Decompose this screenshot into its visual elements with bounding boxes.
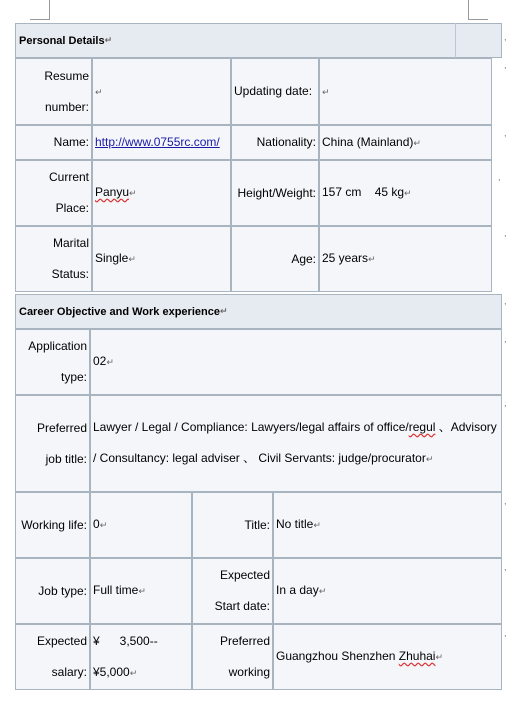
table-row xyxy=(15,226,492,292)
age-label: Age: xyxy=(231,226,319,292)
name-link[interactable]: http://www.0755rc.com/ xyxy=(95,135,220,149)
table-row xyxy=(15,160,492,226)
row-end-mark: , xyxy=(504,628,507,638)
updating-date-value: ↵ xyxy=(319,58,492,125)
row-end-mark: , xyxy=(504,60,507,70)
resume-number-label: Resume number: xyxy=(15,58,92,125)
row-end-mark: , xyxy=(504,296,507,306)
expected-start-date-value: In a day↵ xyxy=(273,558,502,624)
corner-mark-right-h xyxy=(468,19,488,20)
working-life-label: Working life: xyxy=(15,492,90,558)
job-type-label: Job type: xyxy=(15,558,90,624)
personal-details-header xyxy=(15,23,502,58)
preferred-working-label: Preferred working xyxy=(192,624,273,690)
preferred-working-value: Guangzhou Shenzhen Zhuhai↵ xyxy=(273,624,502,690)
row-end-mark: , xyxy=(504,398,507,408)
row-end-mark: , xyxy=(504,32,507,42)
career-table xyxy=(15,329,502,690)
row-end-mark: , xyxy=(504,128,507,138)
nationality-label: Nationality: xyxy=(231,125,319,160)
nationality-value: China (Mainland)↵ xyxy=(319,125,492,160)
corner-mark-right xyxy=(468,0,469,20)
expected-salary-label: Expected salary: xyxy=(15,624,90,690)
expected-salary-value: ¥ 3,500--¥5,000↵ xyxy=(90,624,192,690)
personal-details-title: Personal Details xyxy=(19,34,105,47)
updating-date-label: Updating date: xyxy=(231,58,319,125)
application-type-value: 02↵ xyxy=(90,329,502,395)
paragraph-mark: ↵ xyxy=(219,306,228,316)
table-row xyxy=(15,58,492,125)
career-objective-title: Career Objective and Work experience xyxy=(19,305,220,318)
height-weight-label: Height/Weight: xyxy=(231,160,319,226)
job-type-value: Full time↵ xyxy=(90,558,192,624)
table-row xyxy=(15,624,502,690)
career-objective-header xyxy=(15,294,502,329)
preferred-job-title-value: Lawyer / Legal / Compliance: Lawyers/legal affairs of office/regul 、Advisory / Consultancy: legal adviser 、 Civil Servants: judge/procurator↵ xyxy=(90,395,502,492)
table-row xyxy=(15,492,502,558)
table-row xyxy=(15,329,502,395)
marital-status-label: Marital Status: xyxy=(15,226,92,292)
row-end-mark: , xyxy=(504,496,507,506)
row-end-mark: , xyxy=(504,334,507,344)
resume-number-value: ↵ xyxy=(92,58,231,125)
table-row xyxy=(15,395,502,492)
table-row xyxy=(15,558,502,624)
age-value: 25 years↵ xyxy=(319,226,492,292)
paragraph-mark: ↵ xyxy=(104,35,113,45)
row-end-mark: , xyxy=(504,562,507,572)
title-value: No title↵ xyxy=(273,492,502,558)
corner-mark-left xyxy=(49,0,50,20)
name-label: Name: xyxy=(15,125,92,160)
height-weight-value: 157 cm 45 kg↵ xyxy=(319,160,492,226)
current-place-value: Panyu↵ xyxy=(92,160,231,226)
personal-details-table xyxy=(15,58,492,292)
application-type-label: Application type: xyxy=(15,329,90,395)
header-divider xyxy=(455,23,456,58)
name-value xyxy=(92,125,231,160)
expected-start-date-label: Expected Start date: xyxy=(192,558,273,624)
preferred-job-title-label: Preferred job title: xyxy=(15,395,90,492)
row-end-mark: , xyxy=(504,228,507,238)
corner-mark-left-h xyxy=(30,19,49,20)
table-row xyxy=(15,125,492,160)
current-place-label: Current Place: xyxy=(15,160,92,226)
title-label: Title: xyxy=(192,492,273,558)
row-end-mark: , xyxy=(498,172,501,182)
marital-status-value: Single↵ xyxy=(92,226,231,292)
working-life-value: 0↵ xyxy=(90,492,192,558)
